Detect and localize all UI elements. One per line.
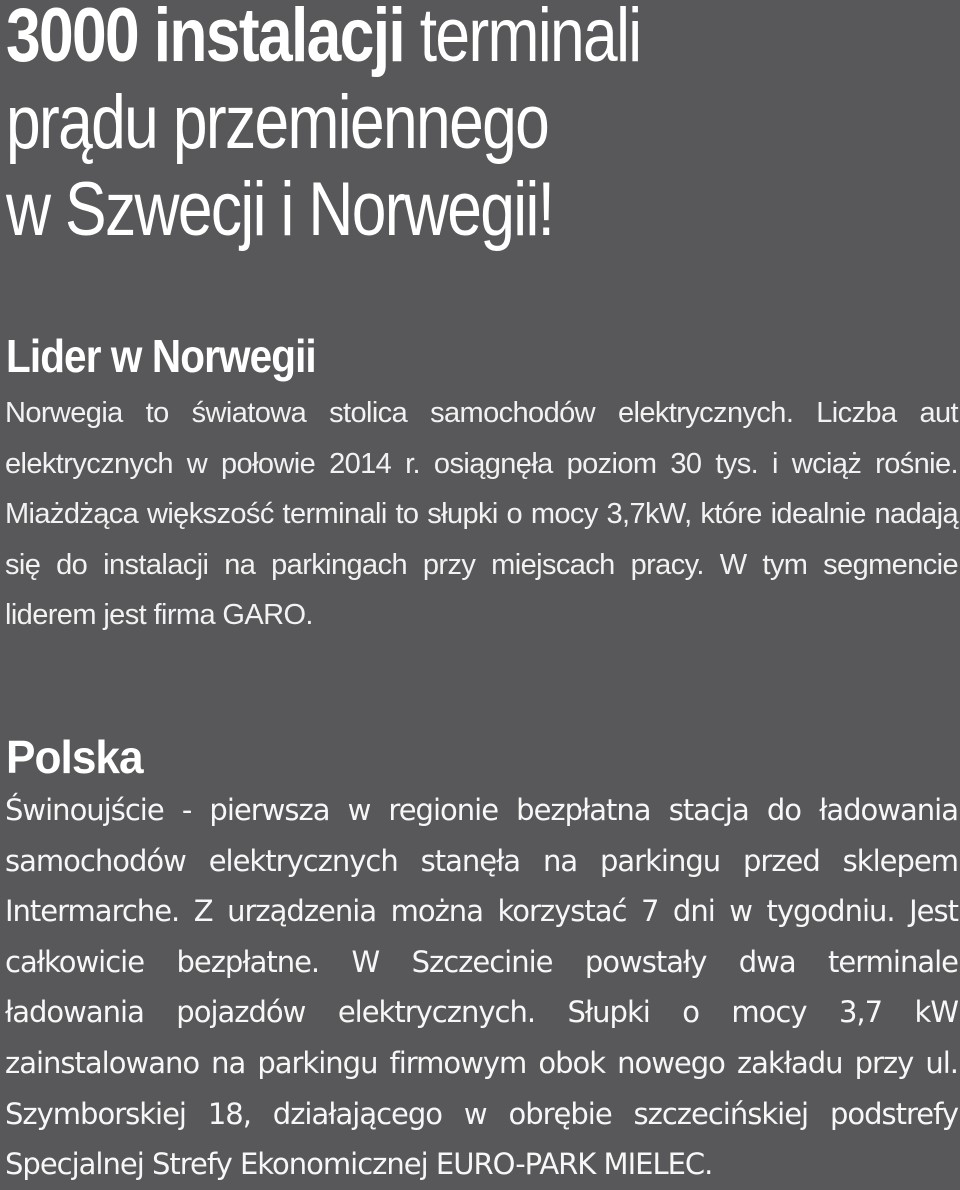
page-title [6,0,785,253]
section-heading-norway: Lider w Norwegii [6,330,316,382]
title-line3: w Szwecji i Norwegii! [6,167,554,252]
section-heading-poland: Polska [6,731,143,783]
section-body-norway: Norwegia to światowa stolica samochodów elektrycznych. Liczba aut elektrycznych w połowie 2014 r. osiągnęła poziom 30 tys. i wciąż rośnie. Miażdżąca większość terminali to słupki o mocy 3,7kW, które idealnie nadają się do instalacji na parkingach przy miejscach pracy. W tym segmencie liderem jest firma GARO. [5,397,958,632]
title-line1-rest: terminali [419,0,641,78]
title-line2: prądu przemiennego [6,80,549,165]
title-bold-part: 3000 instalacji [6,0,405,78]
section-body-poland: Świnoujście - pierwsza w regionie bezpłatna stacja do ładowania samochodów elektrycznych stanęła na parkingu przed sklepem Intermarche. Z urządzenia można korzystać 7 dni w tygodniu. Jest całkowicie bezpłatne. W Szczecinie powstały dwa terminale ładowania pojazdów elektrycznych. Słupki o mocy 3,7 kW zainstalowano na parkingu firmowym obok nowego zakładu przy ul. Szymborskiej 18, działającego w obrębie szczecińskiej podstrefy Specjalnej Strefy Ekonomicznej EURO-PARK MIELEC. [5,793,958,1182]
